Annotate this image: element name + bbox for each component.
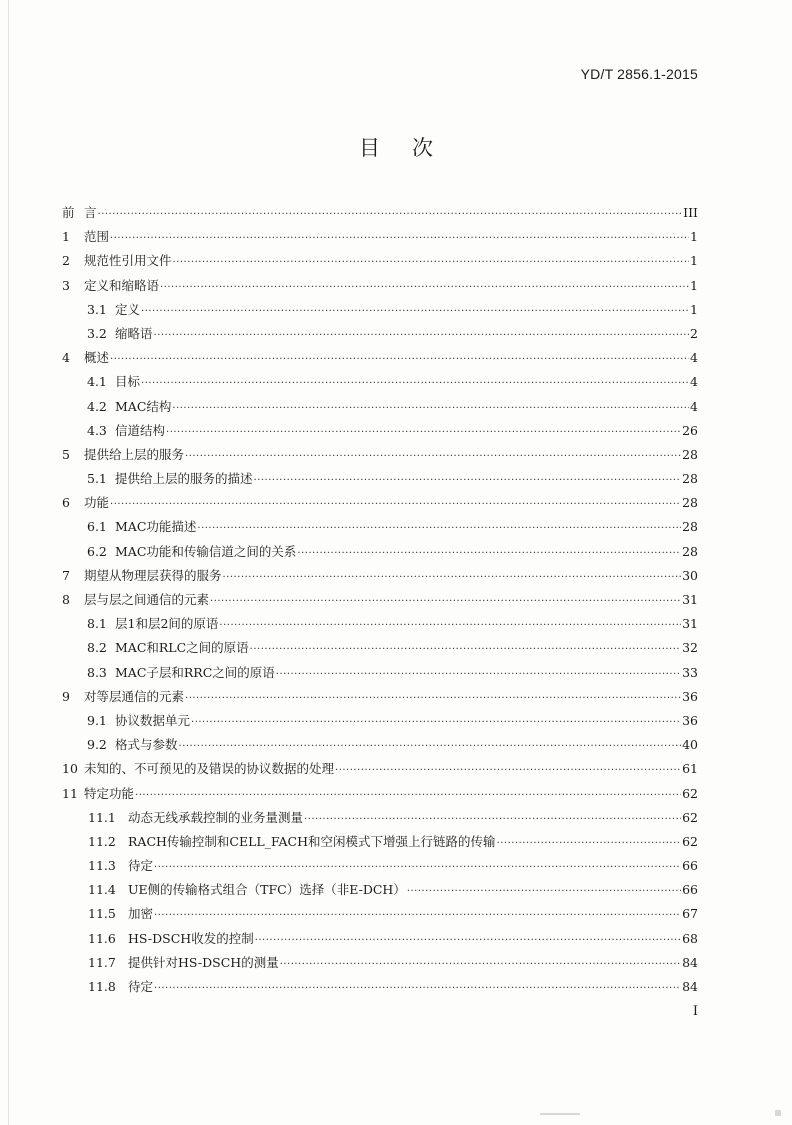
- toc-entry-page: 66: [682, 882, 698, 898]
- toc-leader-dots: [172, 397, 689, 421]
- toc-entry-page: 26: [682, 422, 698, 438]
- toc-entry-title: 提供给上层的服务: [84, 446, 185, 462]
- toc-entry-number: 8.3: [87, 664, 107, 680]
- toc-entry-number: 4.2: [87, 398, 107, 414]
- toc-entry-title: 加密: [128, 906, 154, 922]
- toc-entry[interactable]: [62, 685, 698, 709]
- toc-entry[interactable]: [62, 757, 698, 781]
- toc-entry-title: 目标: [115, 374, 141, 390]
- toc-entry-title: MAC功能描述: [115, 519, 197, 535]
- toc-leader-dots: [110, 227, 689, 251]
- toc-entry-number: 11.4: [88, 882, 116, 898]
- toc-entry-number: 11: [62, 785, 78, 801]
- toc-leader-dots: [154, 324, 690, 348]
- toc-entry-page: 62: [682, 785, 698, 801]
- toc-entry-number: 8: [62, 592, 70, 607]
- toc-entry-page: 33: [682, 664, 698, 680]
- toc-leader-dots: [179, 735, 682, 759]
- title-char-2: 次: [412, 136, 433, 160]
- toc-leader-dots: [154, 904, 681, 928]
- toc-entry-page: 68: [682, 930, 698, 946]
- toc-entry-title: 言: [84, 205, 97, 220]
- toc-entry[interactable]: [62, 370, 698, 394]
- toc-leader-dots: [154, 856, 681, 880]
- toc-leader-dots: [335, 759, 681, 783]
- toc-entry[interactable]: [62, 395, 698, 419]
- toc-entry[interactable]: [62, 782, 698, 806]
- toc-entry-page: 31: [682, 616, 698, 632]
- toc-leader-dots: [98, 203, 683, 227]
- toc-entry[interactable]: [62, 709, 698, 733]
- toc-entry-title: 对等层通信的元素: [84, 688, 185, 704]
- toc-entry-number: 9: [62, 688, 70, 704]
- toc-leader-dots: [141, 372, 689, 396]
- toc-entry[interactable]: [62, 902, 698, 926]
- page-title: [0, 132, 792, 162]
- toc-entry-title: 提供针对HS-DSCH的测量: [128, 954, 279, 970]
- toc-entry-number: 11.5: [88, 906, 116, 922]
- toc-entry[interactable]: [62, 806, 698, 830]
- toc-leader-dots: [185, 687, 681, 711]
- toc-entry-page: 28: [682, 446, 698, 462]
- toc-entry-page: 31: [682, 592, 698, 607]
- toc-leader-dots: [191, 711, 681, 735]
- toc-entry[interactable]: [62, 249, 698, 273]
- toc-entry-page: 30: [682, 567, 698, 583]
- toc-entry-number: 4.1: [87, 374, 107, 390]
- toc-entry[interactable]: [62, 854, 698, 878]
- toc-entry-title: 提供给上层的服务的描述: [115, 471, 253, 487]
- toc-entry[interactable]: [62, 419, 698, 443]
- toc-entry-page: 28: [682, 519, 698, 535]
- toc-entry-page: 1: [690, 277, 698, 293]
- scan-artifact: [540, 1113, 580, 1115]
- toc-entry-number: 5: [62, 446, 70, 462]
- toc-leader-dots: [154, 977, 681, 1001]
- toc-leader-dots: [223, 566, 682, 590]
- toc-entry-number: 1: [62, 229, 70, 245]
- toc-entry-page: 84: [682, 954, 698, 970]
- toc-entry-page: 67: [682, 906, 698, 922]
- toc-leader-dots: [219, 614, 681, 638]
- toc-entry-number: 5.1: [87, 471, 107, 487]
- toc-entry-number: 4: [62, 350, 70, 366]
- document-id: YD/T 2856.1-2015: [580, 66, 698, 82]
- toc-entry-title: RACH传输控制和CELL_FACH和空闲模式下增强上行链路的传输: [128, 833, 496, 849]
- toc-entry-page: 4: [690, 398, 698, 414]
- toc-entry-page: 36: [682, 688, 698, 704]
- toc-entry[interactable]: [62, 612, 698, 636]
- toc-leader-dots: [280, 953, 681, 977]
- toc-entry-page: 84: [682, 979, 698, 994]
- toc-entry[interactable]: [62, 588, 698, 612]
- toc-leader-dots: [166, 421, 681, 445]
- toc-entry[interactable]: [62, 927, 698, 951]
- toc-entry-page: 4: [690, 374, 698, 390]
- toc-entry[interactable]: [62, 975, 698, 999]
- toc-entry[interactable]: [62, 225, 698, 249]
- toc-leader-dots: [254, 469, 682, 493]
- toc-entry-number: 3.1: [87, 301, 107, 317]
- toc-leader-dots: [276, 663, 681, 687]
- toc-entry-title: 定义: [115, 301, 141, 317]
- toc-entry-title: 待定: [128, 979, 154, 994]
- toc-leader-dots: [497, 832, 682, 856]
- title-char-1: 目: [359, 136, 380, 160]
- toc-leader-dots: [250, 638, 681, 662]
- toc-entry-page: 4: [690, 350, 698, 366]
- toc-entry[interactable]: [62, 515, 698, 539]
- toc-entry-page: 62: [682, 833, 698, 849]
- toc-entry-number: 3.2: [87, 325, 107, 341]
- toc-entry-title: UE侧的传输格式组合（TFC）选择（非E-DCH）: [128, 882, 406, 898]
- toc-entry-number: 11.8: [88, 979, 116, 994]
- toc-leader-dots: [141, 300, 689, 324]
- toc-entry-page: 28: [682, 543, 698, 559]
- toc-entry-page: III: [683, 205, 698, 220]
- toc-leader-dots: [173, 251, 690, 275]
- toc-entry-title: 概述: [84, 350, 110, 366]
- toc-entry-number: 6: [62, 495, 70, 511]
- toc-entry[interactable]: [62, 467, 698, 491]
- toc-entry-number: 11.6: [88, 930, 116, 946]
- toc-entry-number: 10: [62, 761, 78, 777]
- toc-leader-dots: [210, 590, 681, 614]
- toc-entry-title: 待定: [128, 858, 154, 874]
- toc-leader-dots: [110, 493, 681, 517]
- toc-entry-page: 2: [690, 325, 698, 341]
- toc-entry-title: 期望从物理层获得的服务: [84, 567, 222, 583]
- toc-entry-title: 缩略语: [115, 325, 153, 341]
- toc-entry-number: 6.2: [87, 543, 107, 559]
- toc-entry-number: 6.1: [87, 519, 107, 535]
- toc-entry-title: 特定功能: [84, 785, 135, 801]
- toc-entry-title: 层与层之间通信的元素: [84, 592, 210, 607]
- toc-entry-number: 2: [62, 253, 70, 269]
- table-of-contents: [62, 201, 698, 999]
- toc-leader-dots: [197, 517, 681, 541]
- toc-entry[interactable]: [62, 830, 698, 854]
- toc-entry-title: 未知的、不可预见的及错误的协议数据的处理: [84, 761, 335, 777]
- toc-entry-title: 功能: [84, 495, 110, 511]
- toc-entry[interactable]: [62, 298, 698, 322]
- toc-leader-dots: [160, 276, 689, 300]
- toc-entry-number: 8.1: [87, 616, 107, 632]
- toc-entry-number: 8.2: [87, 640, 107, 656]
- toc-entry-page: 28: [682, 495, 698, 511]
- toc-leader-dots: [304, 808, 681, 832]
- page-number: I: [692, 1004, 698, 1019]
- toc-entry-page: 61: [682, 761, 698, 777]
- toc-entry[interactable]: [62, 661, 698, 685]
- toc-entry-title: 信道结构: [115, 422, 166, 438]
- toc-entry-page: 1: [690, 253, 698, 269]
- toc-entry[interactable]: [62, 491, 698, 515]
- toc-entry-title: 范围: [84, 229, 110, 245]
- toc-entry[interactable]: [62, 443, 698, 467]
- toc-leader-dots: [297, 542, 681, 566]
- toc-entry-number: 前: [62, 205, 75, 220]
- toc-leader-dots: [255, 929, 681, 953]
- toc-leader-dots: [185, 445, 681, 469]
- toc-entry[interactable]: [62, 201, 698, 225]
- toc-entry-page: 36: [682, 712, 698, 728]
- toc-entry-title: MAC功能和传输信道之间的关系: [115, 543, 297, 559]
- toc-entry[interactable]: [62, 274, 698, 298]
- toc-entry-page: 1: [690, 301, 698, 317]
- toc-entry[interactable]: [62, 540, 698, 564]
- toc-entry-number: 11.1: [88, 809, 116, 825]
- toc-entry-title: MAC结构: [115, 398, 172, 414]
- toc-entry-title: HS-DSCH收发的控制: [128, 930, 254, 946]
- toc-entry-title: 规范性引用文件: [84, 253, 172, 269]
- toc-leader-dots: [407, 880, 681, 904]
- toc-entry-page: 40: [682, 737, 698, 753]
- toc-entry-title: 动态无线承载控制的业务量测量: [128, 809, 304, 825]
- scan-edge: [8, 0, 9, 1125]
- toc-entry-title: 协议数据单元: [115, 712, 191, 728]
- toc-entry-title: 定义和缩略语: [84, 277, 160, 293]
- toc-entry[interactable]: [62, 636, 698, 660]
- toc-entry-page: 32: [682, 640, 698, 656]
- toc-entry[interactable]: [62, 322, 698, 346]
- toc-entry-page: 28: [682, 471, 698, 487]
- toc-entry[interactable]: [62, 346, 698, 370]
- toc-entry-page: 62: [682, 809, 698, 825]
- toc-entry[interactable]: [62, 733, 698, 757]
- scan-artifact: [775, 1110, 781, 1116]
- toc-entry-title: MAC和RLC之间的原语: [115, 640, 249, 656]
- toc-entry[interactable]: [62, 951, 698, 975]
- toc-entry[interactable]: [62, 564, 698, 588]
- toc-leader-dots: [135, 784, 681, 808]
- toc-entry-number: 3: [62, 277, 70, 293]
- toc-entry-page: 1: [690, 229, 698, 245]
- toc-entry-number: 9.1: [87, 712, 107, 728]
- toc-entry-number: 9.2: [87, 737, 107, 753]
- toc-entry-number: 7: [62, 567, 70, 583]
- toc-entry-title: MAC子层和RRC之间的原语: [115, 664, 275, 680]
- toc-entry-number: 11.3: [88, 858, 116, 874]
- toc-entry-title: 层1和层2间的原语: [115, 616, 219, 632]
- toc-entry-number: 11.7: [88, 954, 116, 970]
- toc-entry[interactable]: [62, 878, 698, 902]
- toc-entry-number: 4.3: [87, 422, 107, 438]
- toc-entry-title: 格式与参数: [115, 737, 178, 753]
- toc-leader-dots: [110, 348, 689, 372]
- toc-entry-page: 66: [682, 858, 698, 874]
- toc-entry-number: 11.2: [88, 833, 116, 849]
